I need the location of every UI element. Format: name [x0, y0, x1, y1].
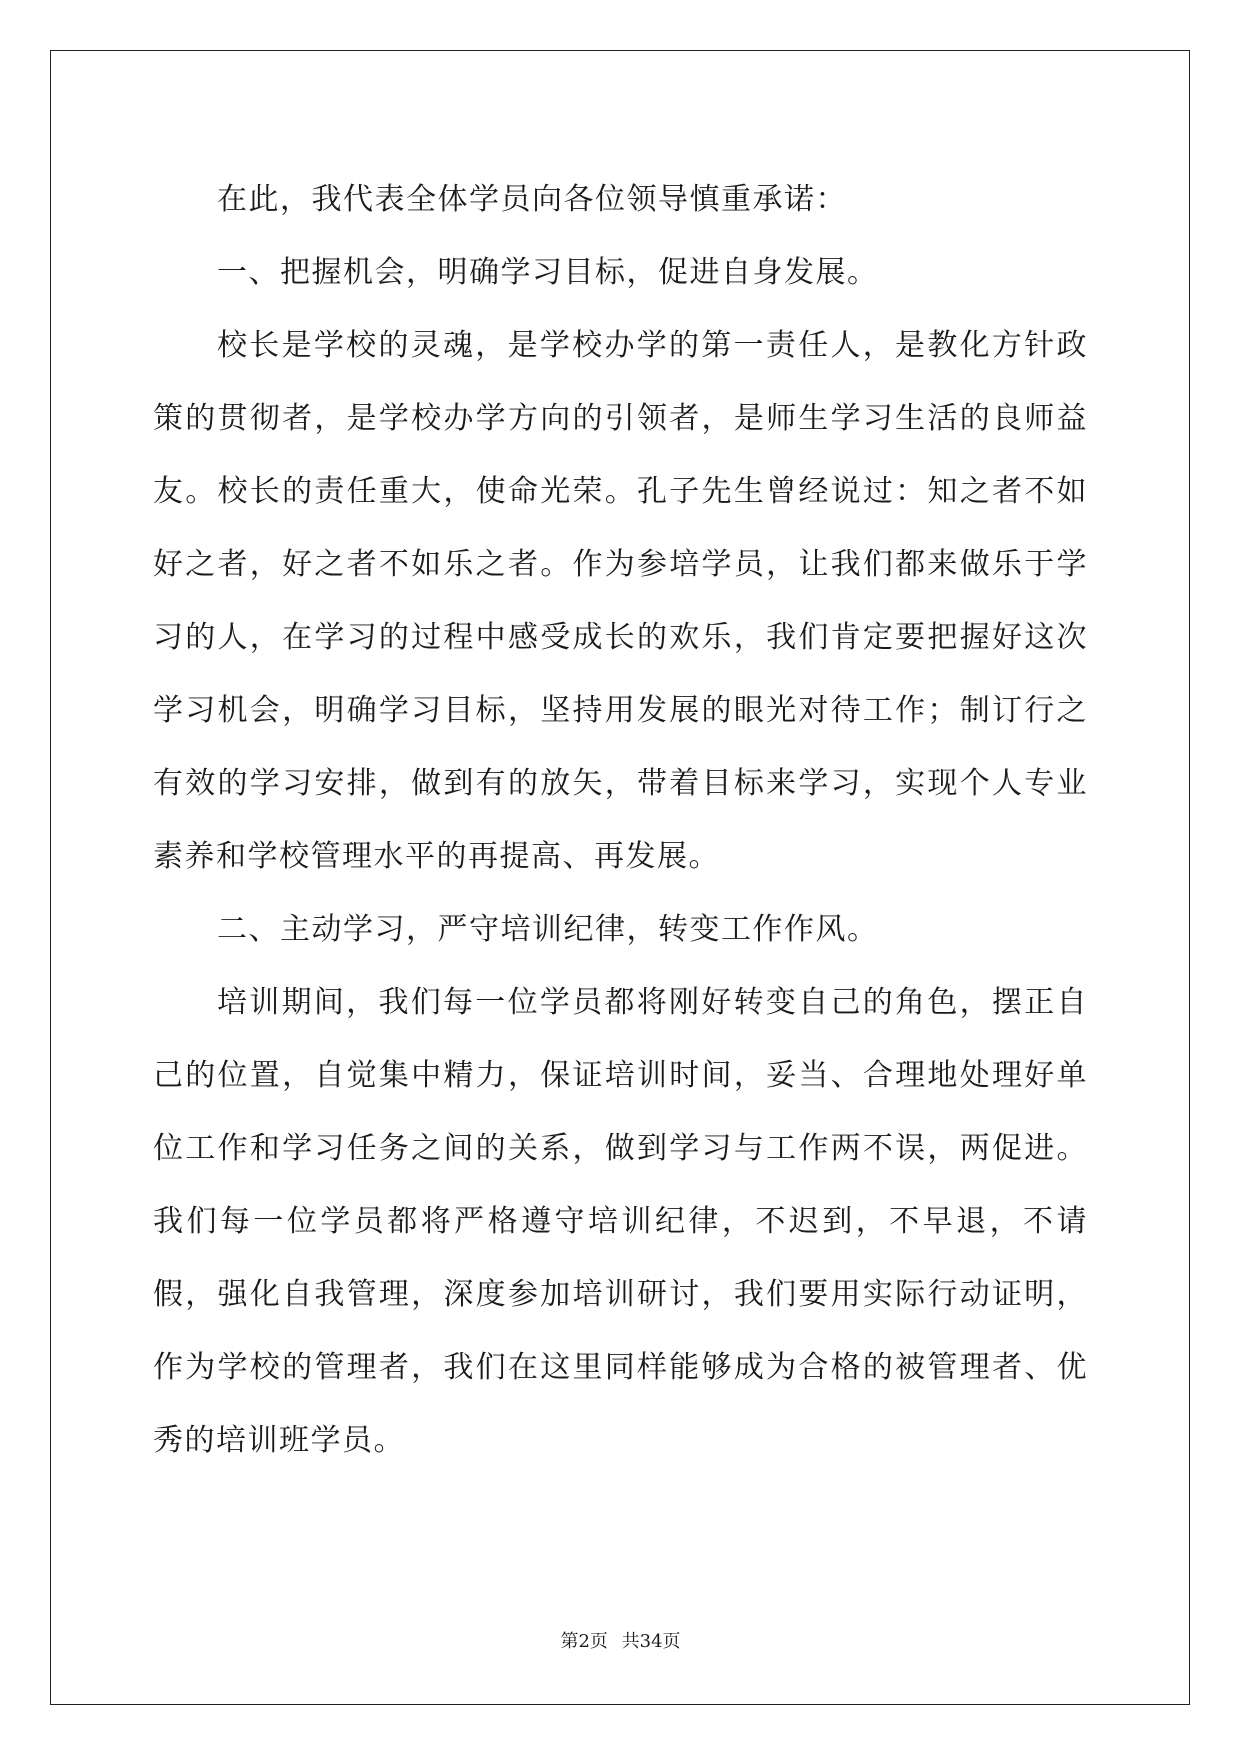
page-footer	[0, 1627, 1241, 1653]
paragraph-heading-two: 二、主动学习，严守培训纪律，转变工作作风。	[217, 912, 879, 947]
page-total: 共34页	[621, 1631, 681, 1652]
document-body	[153, 163, 1088, 1477]
page-number: 第2页	[560, 1631, 608, 1652]
paragraph-pledge-intro: 在此，我代表全体学员向各位领导慎重承诺：	[217, 182, 847, 217]
paragraph-training-discipline: 培训期间，我们每一位学员都将刚好转变自己的角色，摆正自己的位置，自觉集中精力，保证培训时间，妥当、合理地处理好单位工作和学习任务之间的关系，做到学习与工作两不误，两促进。我们每一位学员都将严格遵守培训纪律，不迟到，不早退，不请假，强化自我管理，深度参加培训研讨，我们要用实际行动证明，作为学校的管理者，我们在这里同样能够成为合格的被管理者、优秀的培训班学员。	[153, 985, 1088, 1458]
paragraph-heading-one: 一、把握机会，明确学习目标，促进自身发展。	[217, 255, 879, 290]
paragraph-principal-role: 校长是学校的灵魂，是学校办学的第一责任人，是教化方针政策的贯彻者，是学校办学方向的引领者，是师生学习生活的良师益友。校长的责任重大，使命光荣。孔子先生曾经说过：知之者不如好之者，好之者不如乐之者。作为参培学员，让我们都来做乐于学习的人，在学习的过程中感受成长的欢乐，我们肯定要把握好这次学习机会，明确学习目标，坚持用发展的眼光对待工作；制订行之有效的学习安排，做到有的放矢，带着目标来学习，实现个人专业素养和学校管理水平的再提高、再发展。	[153, 328, 1088, 874]
